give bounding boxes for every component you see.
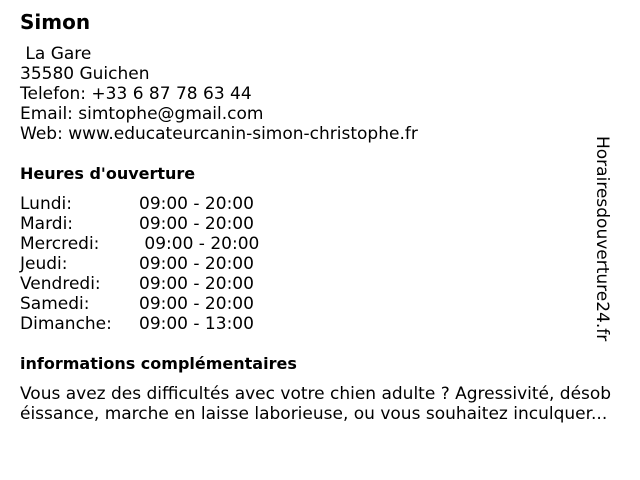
time-range: 09:00 - 20:00 [139, 294, 254, 314]
contact-block [20, 44, 418, 144]
description-line: Vous avez des difficultés avec votre chien adulte ? Agressivité, désob [20, 384, 612, 404]
hours-row-tuesday [20, 214, 280, 234]
website-url: Web: www.educateurcanin-simon-christophe.fr [20, 124, 418, 144]
day-label: Samedi: [20, 294, 90, 314]
time-range: 09:00 - 20:00 [139, 254, 254, 274]
address-city: 35580 Guichen [20, 64, 150, 84]
hours-row-wednesday [20, 234, 280, 254]
opening-hours-table [20, 194, 280, 334]
hours-row-saturday [20, 294, 280, 314]
time-range: 09:00 - 20:00 [139, 194, 254, 214]
time-range: 09:00 - 20:00 [139, 214, 254, 234]
day-label: Vendredi: [20, 274, 101, 294]
address-street: La Gare [20, 44, 92, 64]
phone-number: Telefon: +33 6 87 78 63 44 [20, 84, 252, 104]
time-range: 09:00 - 20:00 [139, 234, 260, 254]
hours-row-monday [20, 194, 280, 214]
hours-row-thursday [20, 254, 280, 274]
day-label: Jeudi: [20, 254, 68, 274]
additional-info-text [20, 384, 620, 424]
site-watermark: Horairesdouverture24.fr [592, 136, 612, 342]
day-label: Dimanche: [20, 314, 112, 334]
email-address: Email: simtophe@gmail.com [20, 104, 264, 124]
hours-row-sunday [20, 314, 280, 334]
day-label: Mardi: [20, 214, 74, 234]
day-label: Mercredi: [20, 234, 100, 254]
time-range: 09:00 - 20:00 [139, 274, 254, 294]
opening-hours-heading: Heures d'ouverture [20, 164, 196, 183]
business-name: Simon [20, 10, 91, 34]
description-line: éissance, marche en laisse laborieuse, ou vous souhaitez inculquer... [20, 404, 608, 424]
additional-info-heading: informations complémentaires [20, 354, 297, 373]
time-range: 09:00 - 13:00 [139, 314, 254, 334]
hours-row-friday [20, 274, 280, 294]
day-label: Lundi: [20, 194, 72, 214]
